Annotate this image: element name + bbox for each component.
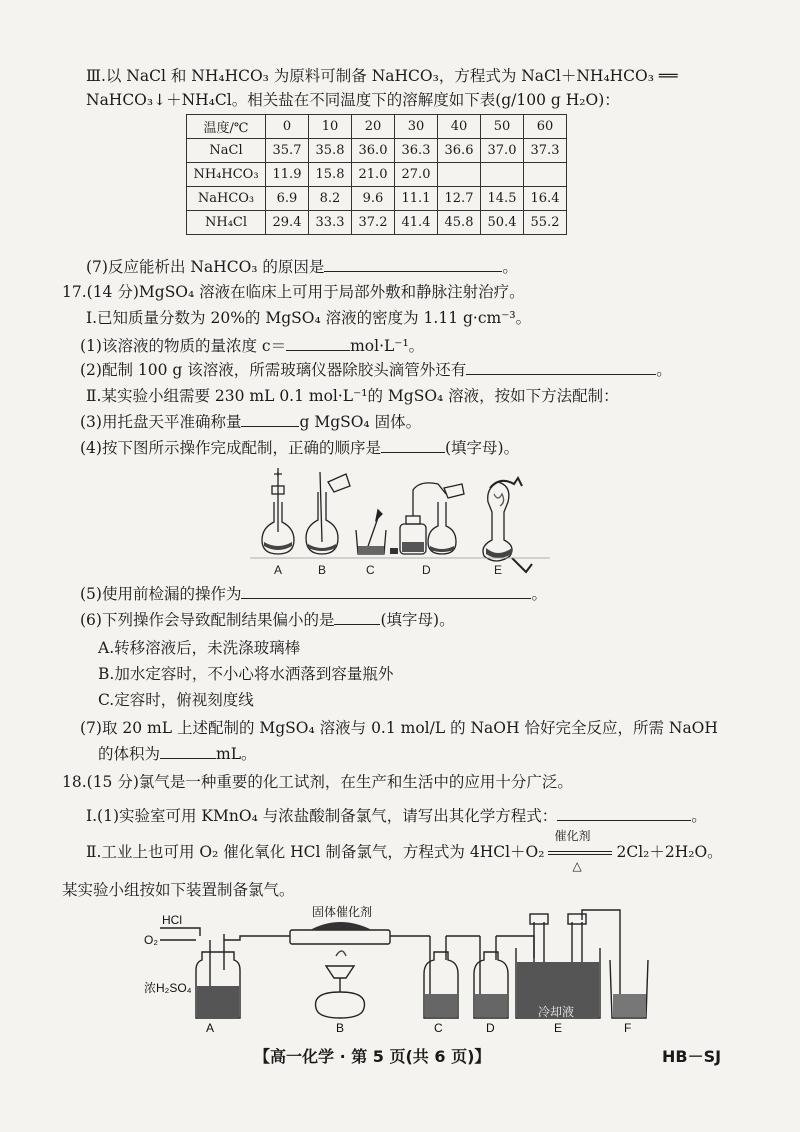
- q17-q4-blank[interactable]: [381, 438, 445, 453]
- table-cell: 15.8: [309, 163, 352, 187]
- table-cell: 8.2: [309, 187, 352, 211]
- solubility-table: [186, 114, 567, 235]
- q7-end: 。: [502, 258, 518, 276]
- table-cell: 29.4: [266, 211, 309, 235]
- sulfuric-acid-liquid: [197, 986, 239, 1017]
- chlorine-apparatus-figure: [140, 900, 660, 1035]
- table-cell: [524, 163, 567, 187]
- heat-symbol: △: [572, 859, 582, 873]
- q17-q4: [80, 438, 519, 458]
- table-cell: 37.0: [481, 139, 524, 163]
- table-cell: 6.9: [266, 187, 309, 211]
- table-row-label: 温度/℃: [187, 115, 266, 139]
- q17-q5-text: (5)使用前检漏的操作为: [80, 585, 242, 603]
- q17-q3-unit: g MgSO₄ 固体。: [299, 413, 422, 431]
- q7-line: [86, 257, 518, 277]
- q18-part2-text: Ⅱ.工业上也可用 O₂ 催化氧化 HCl 制备氯气，方程式为 4HCl＋O₂: [86, 843, 545, 861]
- q17-option-b: B.加水定容时，不小心将水洒落到容量瓶外: [98, 665, 394, 683]
- operation-b-transfer: [306, 472, 350, 554]
- intro-line-2: NaHCO₃↓＋NH₄Cl。相关盐在不同温度下的溶解度如下表(g/100 g H₂O)：: [86, 91, 620, 109]
- q17-q7-text: 的体积为: [98, 745, 161, 763]
- table-cell: 11.1: [395, 187, 438, 211]
- q17-q5-blank[interactable]: [241, 584, 531, 599]
- table-cell: 16.4: [524, 187, 567, 211]
- table-cell: 37.3: [524, 139, 567, 163]
- catalyst-arrow: [544, 829, 616, 873]
- q17-q6-end: (填字母)。: [380, 611, 455, 629]
- fig1-label-d: D: [422, 563, 431, 577]
- q17-q1-text: (1)该溶液的物质的量浓度 c＝: [80, 337, 287, 355]
- table-row: [187, 187, 567, 211]
- table-cell: 40: [438, 115, 481, 139]
- table-cell: 36.6: [438, 139, 481, 163]
- q17-q2-blank[interactable]: [466, 360, 656, 375]
- table-cell: [481, 163, 524, 187]
- alcohol-lamp: [316, 992, 365, 1018]
- fig2-label-d: D: [486, 1021, 495, 1035]
- table-cell: 9.6: [352, 187, 395, 211]
- q18-apparatus-intro: 某实验小组按如下装置制备氯气。: [62, 881, 295, 899]
- table-cell: 36.0: [352, 139, 395, 163]
- table-cell: 0: [266, 115, 309, 139]
- q17-part1: Ⅰ.已知质量分数为 20%的 MgSO₄ 溶液的密度为 1.11 g·cm⁻³。: [86, 309, 532, 327]
- sulfuric-acid-label: 浓H₂SO₄: [144, 981, 192, 995]
- q17-q2-end: 。: [656, 361, 672, 379]
- q17-q2: [80, 360, 672, 380]
- q18-part2-products: 2Cl₂＋2H₂O。: [616, 843, 723, 861]
- preparation-operations-figure: [250, 462, 550, 582]
- table-cell: 45.8: [438, 211, 481, 235]
- table-cell: 41.4: [395, 211, 438, 235]
- table-cell: 12.7: [438, 187, 481, 211]
- q17-q1-unit: mol·L⁻¹。: [350, 337, 425, 355]
- q17-q3-blank[interactable]: [241, 412, 299, 427]
- q18-part1: [86, 806, 707, 826]
- q17-part2: Ⅱ.某实验小组需要 230 mL 0.1 mol·L⁻¹的 MgSO₄ 溶液，按如下方法配制：: [86, 387, 619, 405]
- table-cell: 33.3: [309, 211, 352, 235]
- q17-q5: [80, 584, 547, 604]
- table-cell: 35.8: [309, 139, 352, 163]
- operation-a-flask: [262, 468, 294, 554]
- q17-q3: [80, 412, 421, 432]
- q17-q4-end: (填字母)。: [444, 439, 520, 457]
- fig2-label-a: A: [206, 1021, 215, 1035]
- q17-q5-end: 。: [531, 585, 547, 603]
- catalyst-label: 固体催化剂: [312, 905, 373, 919]
- q18-part1-text: Ⅰ.(1)实验室可用 KMnO₄ 与浓盐酸制备氯气，请写出其化学方程式：: [86, 807, 558, 825]
- fig2-label-e: E: [554, 1021, 563, 1035]
- q18-title: 18.(15 分)氯气是一种重要的化工试剂，在生产和生活中的应用十分广泛。: [62, 773, 573, 791]
- table-cell: 30: [395, 115, 438, 139]
- fig1-label-c: C: [366, 563, 375, 577]
- table-row-label: NH₄HCO₃: [187, 163, 266, 187]
- footer-page-info: 【高一化学 · 第 5 页(共 6 页)】: [254, 1047, 491, 1066]
- table-cell: 21.0: [352, 163, 395, 187]
- q17-q6-text: (6)下列操作会导致配制结果偏小的是: [80, 611, 335, 629]
- q18-part1-end: 。: [691, 807, 707, 825]
- fig1-label-e: E: [494, 563, 503, 577]
- table-cell: 37.2: [352, 211, 395, 235]
- fig2-label-c: C: [434, 1021, 443, 1035]
- q17-q6: [80, 610, 455, 630]
- equilibrium-line: [548, 851, 612, 855]
- q17-q1-blank[interactable]: [286, 336, 350, 351]
- table-cell: 14.5: [481, 187, 524, 211]
- table-cell: [438, 163, 481, 187]
- q17-option-a: A.转移溶液后，未洗涤玻璃棒: [98, 639, 301, 657]
- q18-part1-blank[interactable]: [557, 806, 691, 821]
- table-header-row: [187, 115, 567, 139]
- footer-code: HB－SJ: [662, 1047, 722, 1066]
- catalyst-solid: [310, 922, 372, 930]
- table-cell: 27.0: [395, 163, 438, 187]
- fig1-label-a: A: [274, 563, 283, 577]
- fig2-label-b: B: [336, 1021, 345, 1035]
- table-row-label: NH₄Cl: [187, 211, 266, 235]
- q17-option-c: C.定容时，俯视刻度线: [98, 691, 254, 709]
- table-cell: 50.4: [481, 211, 524, 235]
- fig1-label-b: B: [318, 563, 327, 577]
- q17-q6-blank[interactable]: [334, 610, 380, 625]
- operation-d-weigh: [390, 483, 464, 554]
- coolant-label: 冷却液: [538, 1005, 575, 1019]
- table-row: [187, 139, 567, 163]
- table-cell: 50: [481, 115, 524, 139]
- table-cell: 35.7: [266, 139, 309, 163]
- hcl-inlet-tube: [160, 928, 200, 936]
- table-row-label: NaCl: [187, 139, 266, 163]
- q17-q1: [80, 336, 424, 356]
- table-cell: 10: [309, 115, 352, 139]
- table-cell: 60: [524, 115, 567, 139]
- table-cell: 55.2: [524, 211, 567, 235]
- intro-line-1: Ⅲ.以 NaCl 和 NH₄HCO₃ 为原料可制备 NaHCO₃，方程式为 NaCl＋NH₄HCO₃ ══: [86, 67, 678, 85]
- q17-q7-line2: [98, 744, 257, 764]
- q17-q4-text: (4)按下图所示操作完成配制，正确的顺序是: [80, 439, 381, 457]
- q17-q7-line1: (7)取 20 mL 上述配制的 MgSO₄ 溶液与 0.1 mol/L 的 NaOH 恰好完全反应，所需 NaOH: [80, 719, 718, 737]
- q17-q3-text: (3)用托盘天平准确称量: [80, 413, 242, 431]
- table-cell: 20: [352, 115, 395, 139]
- q17-q2-text: (2)配制 100 g 该溶液，所需玻璃仪器除胶头滴管外还有: [80, 361, 467, 379]
- o2-label: O₂: [144, 933, 158, 947]
- catalyst-label: 催化剂: [554, 829, 591, 843]
- catalyst-tube: [290, 930, 390, 944]
- table-row: [187, 163, 567, 187]
- table-cell: 36.3: [395, 139, 438, 163]
- q7-text: (7)反应能析出 NaHCO₃ 的原因是: [86, 258, 325, 276]
- table-row-label: NaHCO₃: [187, 187, 266, 211]
- q17-q7-unit: mL。: [216, 745, 257, 763]
- table-cell: 11.9: [266, 163, 309, 187]
- q7-answer-blank[interactable]: [324, 257, 502, 272]
- q17-title: 17.(14 分)MgSO₄ 溶液在临床上可用于局部外敷和静脉注射治疗。: [62, 283, 525, 301]
- operation-c-dissolve: [356, 510, 386, 554]
- fig2-label-f: F: [624, 1021, 632, 1035]
- q18-part2: [86, 829, 723, 873]
- table-row: [187, 211, 567, 235]
- hcl-label: HCl: [162, 913, 182, 927]
- q17-q7-blank[interactable]: [160, 744, 216, 759]
